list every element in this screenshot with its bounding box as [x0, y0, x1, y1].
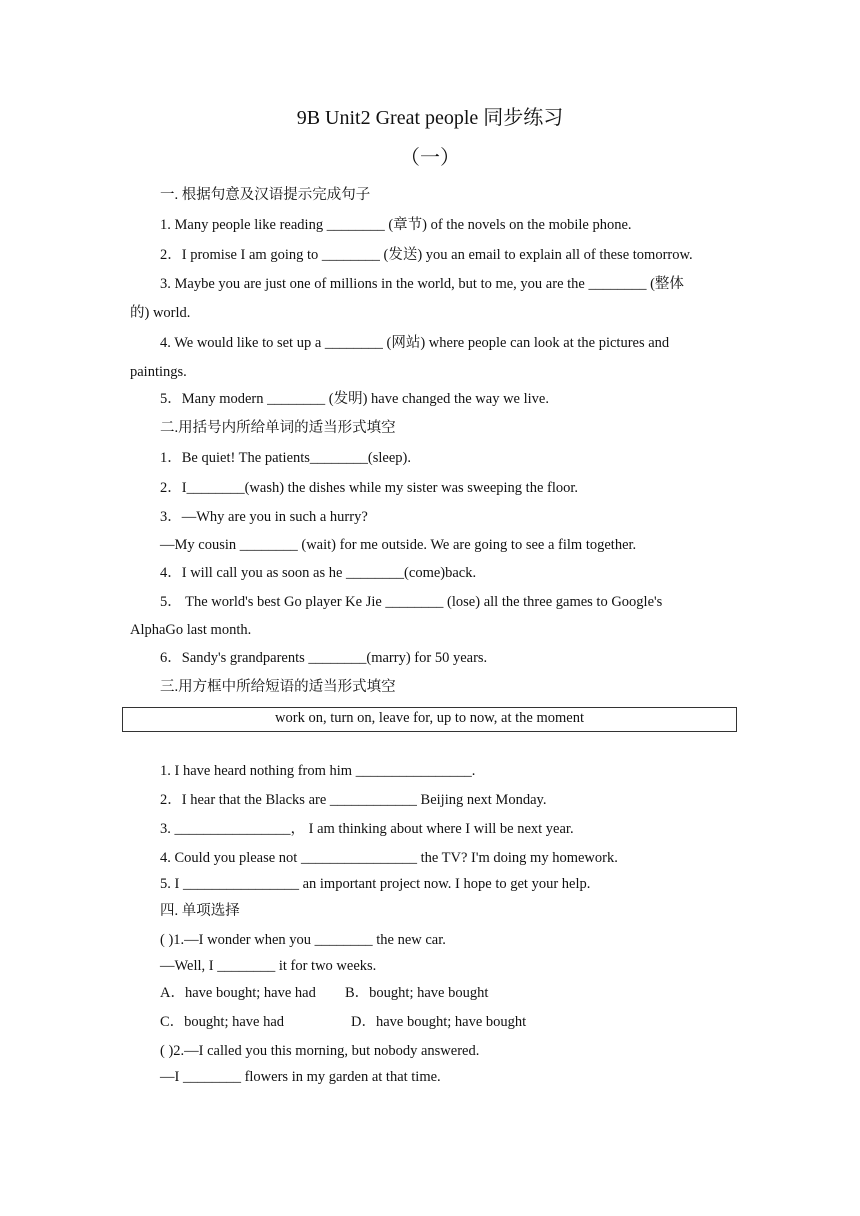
section4-question-1: ( )1.—I wonder when you ________ the new car. — [160, 932, 446, 948]
section2-question-3: 3．—Why are you in such a hurry? — [160, 509, 368, 525]
option-c: C．bought; have had — [160, 1014, 285, 1030]
option-d: D．have bought; have bought — [351, 1014, 527, 1030]
section4-question-1-reply: —Well, I ________ it for two weeks. — [160, 958, 377, 974]
phrase-box: work on, turn on, leave for, up to now, at the moment — [122, 707, 737, 732]
section3-question-2: 2．I hear that the Blacks are ____________ Beijing next Monday. — [160, 792, 547, 808]
page-subtitle: （一） — [400, 147, 460, 169]
section3-question-3: 3. ________________， I am thinking about where I will be next year. — [160, 821, 574, 837]
section2-question-5-cont: AlphaGo last month. — [130, 622, 252, 638]
section4-question-2: ( )2.—I called you this morning, but nobody answered. — [160, 1043, 480, 1059]
section2-heading: 二.用括号内所给单词的适当形式填空 — [160, 420, 396, 436]
section4-heading: 四. 单项选择 — [160, 903, 240, 919]
section4-question-2-reply: —I ________ flowers in my garden at that time. — [160, 1069, 441, 1085]
section3-question-4: 4. Could you please not ________________ the TV? I'm doing my homework. — [160, 850, 618, 866]
section1-question-4-cont: paintings. — [130, 364, 187, 380]
section1-question-3-cont: 的) world. — [130, 305, 191, 321]
section3-question-1: 1. I have heard nothing from him ________________. — [160, 763, 476, 779]
section2-question-5: 5． The world's best Go player Ke Jie ________ (lose) all the three games to Google's — [160, 594, 663, 610]
section2-question-2: 2．I________(wash) the dishes while my sister was sweeping the floor. — [160, 480, 579, 496]
section2-question-1: 1．Be quiet! The patients________(sleep). — [160, 450, 412, 466]
section2-question-3-reply: —My cousin ________ (wait) for me outside. We are going to see a film together. — [160, 537, 637, 553]
section2-question-6: 6．Sandy's grandparents ________(marry) for 50 years. — [160, 650, 488, 666]
page-title: 9B Unit2 Great people 同步练习 — [296, 107, 564, 129]
section1-question-5: 5．Many modern ________ (发明) have changed the way we live. — [160, 391, 549, 407]
section1-question-2: 2．I promise I am going to ________ (发送) you an email to explain all of these tomorrow. — [160, 247, 693, 263]
section1-question-3: 3. Maybe you are just one of millions in the world, but to me, you are the ________ (整体 — [160, 276, 684, 292]
section1-question-1: 1. Many people like reading ________ (章节) of the novels on the mobile phone. — [160, 217, 632, 233]
section1-question-4: 4. We would like to set up a ________ (网站) where people can look at the pictures and — [160, 335, 670, 351]
option-b: B．bought; have bought — [345, 985, 489, 1001]
section2-question-4: 4．I will call you as soon as he ________(come)back. — [160, 565, 477, 581]
section3-question-5: 5. I ________________ an important project now. I hope to get your help. — [160, 876, 591, 892]
option-a: A．have bought; have had — [160, 985, 316, 1001]
section1-heading: 一. 根据句意及汉语提示完成句子 — [160, 187, 371, 203]
section3-heading: 三.用方框中所给短语的适当形式填空 — [160, 679, 396, 695]
